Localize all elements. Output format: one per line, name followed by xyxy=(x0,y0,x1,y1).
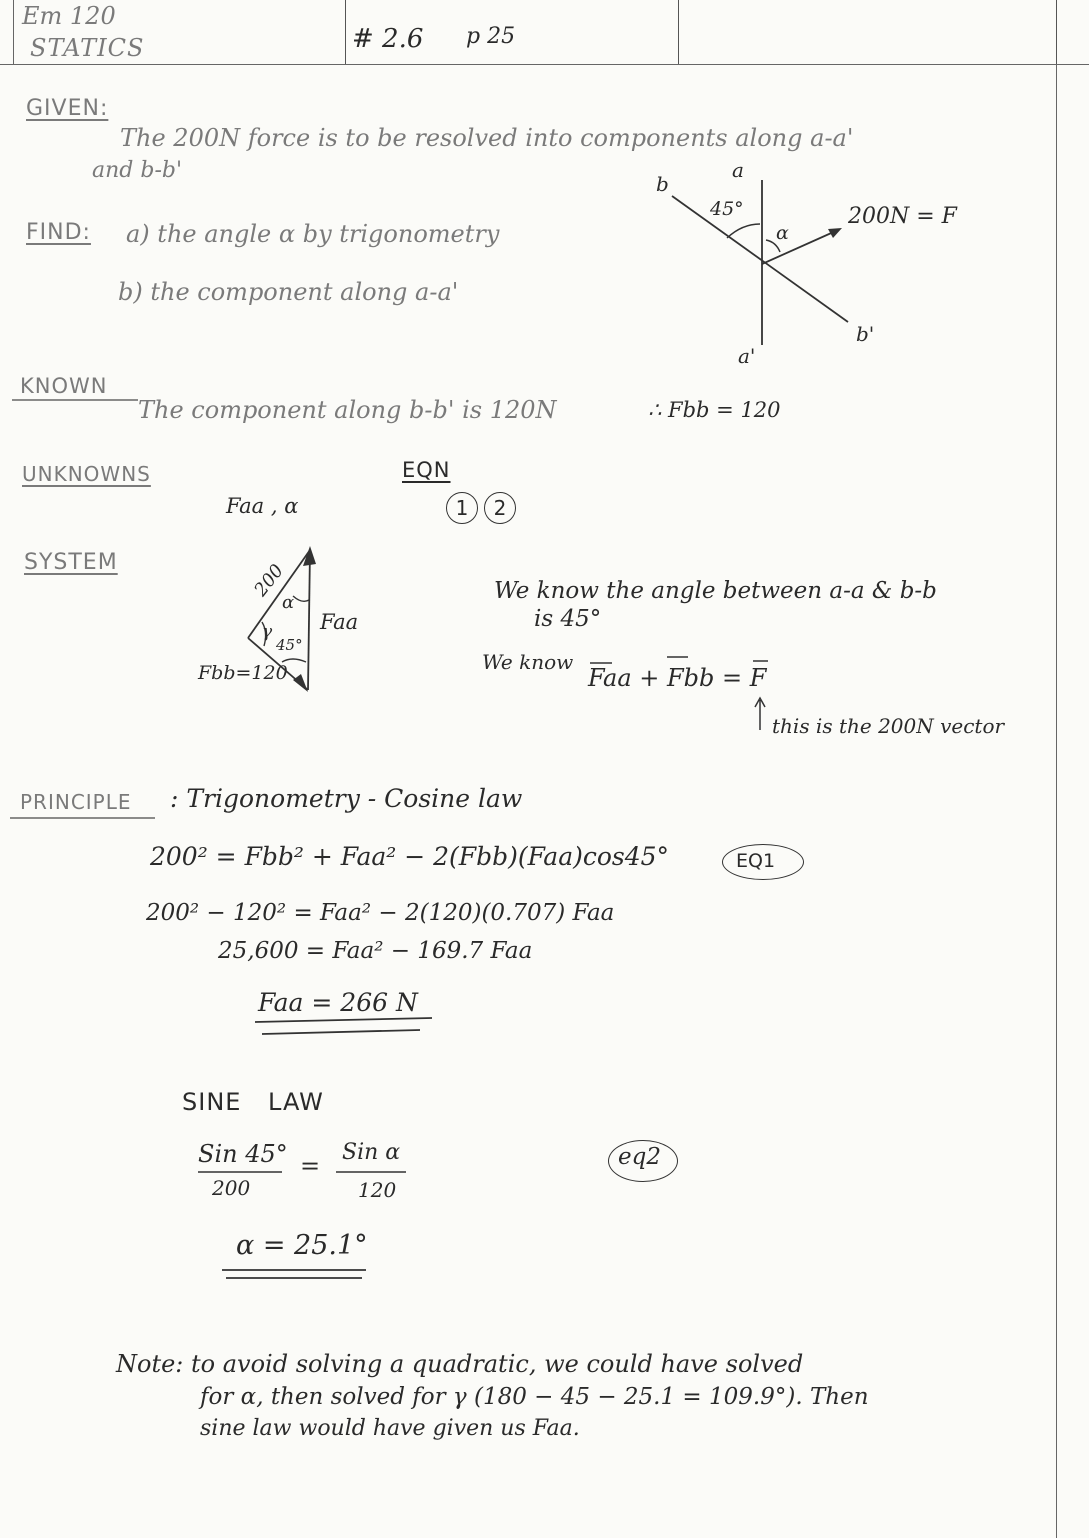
diagram-force-label: 200N = F xyxy=(848,204,957,229)
triangle-label-faa: Faa xyxy=(320,610,359,634)
triangle-label-gamma: γ xyxy=(262,622,273,642)
system-note-2-equation: Faa + Fbb = F xyxy=(588,664,767,692)
note-line-3: sine law would have given us Faa. xyxy=(200,1416,580,1441)
sine-law-equals: = xyxy=(300,1152,321,1180)
system-note-1-line-1: We know the angle between a-a & b-b xyxy=(494,578,937,604)
result-faa-underline-1 xyxy=(255,1018,432,1022)
triangle-label-fbb: Fbb=120 xyxy=(198,662,288,684)
given-label: GIVEN: xyxy=(26,96,109,121)
header-problem: # 2.6 xyxy=(352,24,424,54)
principle-label: PRINCIPLE xyxy=(20,790,132,814)
header-page: p 25 xyxy=(466,24,516,49)
principle-text: : Trigonometry - Cosine law xyxy=(170,784,523,813)
angle-45-arc xyxy=(727,224,760,238)
diagram-label-a-prime: a' xyxy=(738,344,756,368)
result-faa-underline-2 xyxy=(262,1030,420,1034)
eqn-label: EQN xyxy=(402,458,451,482)
force-vector-line xyxy=(762,230,838,264)
sine-law-den-left: 200 xyxy=(212,1176,251,1200)
eqn-numbers xyxy=(446,492,522,524)
diagram-label-b-prime: b' xyxy=(856,322,875,346)
pointer-arrow xyxy=(755,698,765,730)
sine-law-num-right: Sin α xyxy=(342,1140,401,1165)
header-subject: STATICS xyxy=(30,34,145,62)
known-therefore: ∴ Fbb = 120 xyxy=(648,398,781,422)
diagram-label-b: b xyxy=(656,172,669,196)
cosine-eq-2: 200² − 120² = Faa² − 2(120)(0.707) Faa xyxy=(146,900,615,926)
eqn-num-2: 2 xyxy=(484,492,516,524)
find-item-b: b) the component along a-a' xyxy=(118,278,459,306)
triangle-side-200 xyxy=(248,550,310,638)
sine-law-label: SINE LAW xyxy=(182,1088,324,1116)
known-text: The component along b-b' is 120N xyxy=(138,396,557,424)
triangle-label-alpha: α xyxy=(282,592,295,613)
result-faa: Faa = 266 N xyxy=(258,988,418,1017)
unknowns-label: UNKNOWNS xyxy=(22,462,151,486)
given-line-2: and b-b' xyxy=(92,158,183,183)
find-label: FIND: xyxy=(26,220,91,245)
cosine-eq-3: 25,600 = Faa² − 169.7 Faa xyxy=(218,938,533,964)
triangle-label-45: 45° xyxy=(276,636,303,654)
eq1-tag: EQ1 xyxy=(736,850,776,872)
sine-law-den-right: 120 xyxy=(358,1178,397,1202)
system-label: SYSTEM xyxy=(24,550,118,575)
given-line-1: The 200N force is to be resolved into components along a-a' xyxy=(120,124,854,152)
sine-law-num-left: Sin 45° xyxy=(198,1140,288,1168)
note-line-1: Note: to avoid solving a quadratic, we could have solved xyxy=(116,1350,804,1378)
system-note-2-arrow-text: this is the 200N vector xyxy=(772,714,1005,738)
system-note-1-line-2: is 45° xyxy=(534,606,602,632)
diagram-angle-45: 45° xyxy=(710,198,744,220)
triangle-arrowhead-bottom xyxy=(293,674,308,692)
system-note-2-prefix: We know xyxy=(482,650,574,674)
cosine-eq-1: 200² = Fbb² + Faa² − 2(Fbb)(Faa)cos45° xyxy=(150,842,670,871)
header-course: Em 120 xyxy=(22,2,116,30)
eqn-num-1: 1 xyxy=(446,492,478,524)
axis-b-line xyxy=(672,196,848,322)
triangle-alpha-arc xyxy=(293,596,309,601)
unknowns-text: Faa , α xyxy=(226,494,299,518)
note-line-2: for α, then solved for γ (180 − 45 − 25.1 = 109.9°). Then xyxy=(200,1384,869,1410)
triangle-side-faa xyxy=(308,550,310,690)
known-label: KNOWN xyxy=(20,374,108,398)
find-item-a: a) the angle α by trigonometry xyxy=(126,220,500,248)
result-alpha: α = 25.1° xyxy=(236,1230,368,1261)
diagram-angle-alpha: α xyxy=(776,222,789,244)
triangle-label-200: 200 xyxy=(250,560,289,601)
diagram-label-a: a xyxy=(732,158,744,182)
eq2-tag: eq2 xyxy=(618,1144,661,1170)
